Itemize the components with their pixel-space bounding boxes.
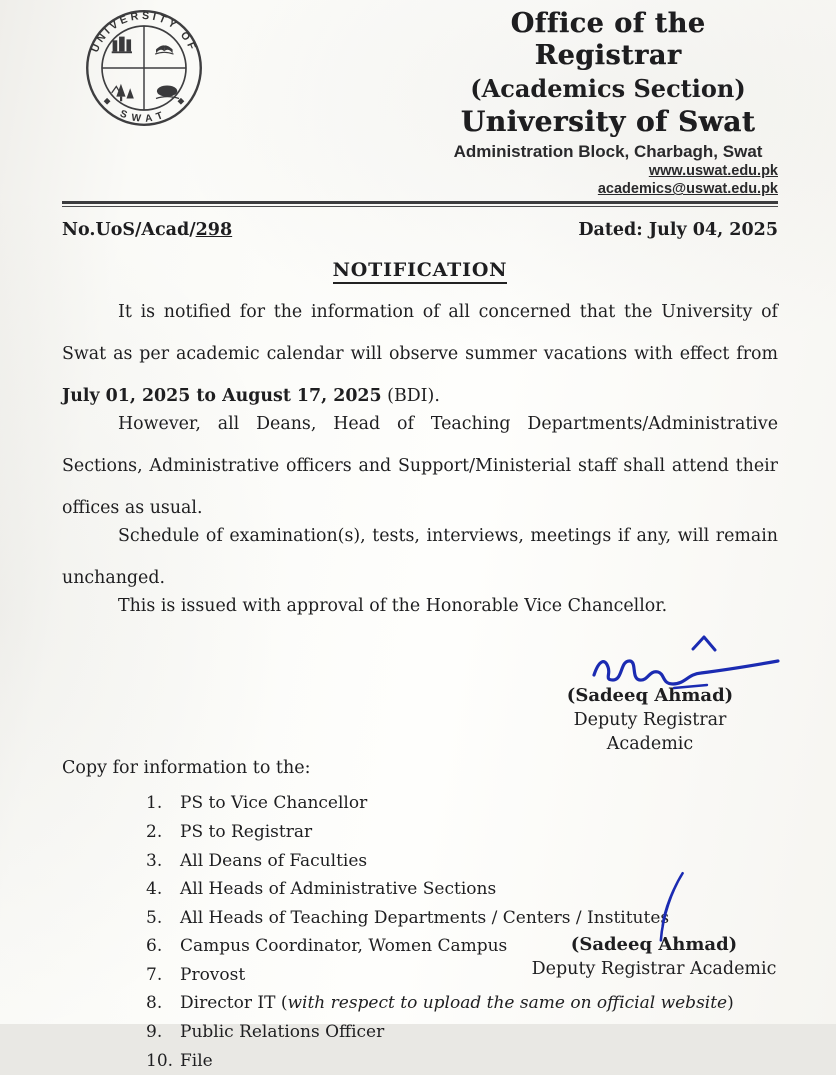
copy-heading: Copy for information to the:	[62, 758, 311, 779]
reference-serial: 298	[195, 220, 233, 241]
paragraph-schedule: Schedule of examination(s), tests, interviews, meetings if any, will remain unchanged.	[62, 526, 778, 589]
list-item-text: Provost	[180, 964, 246, 985]
paragraph-text: (BDI).	[381, 386, 440, 407]
university-seal-icon	[84, 8, 204, 128]
reference-prefix: No.UoS/Acad/	[62, 220, 196, 241]
reference-row	[62, 220, 778, 240]
reference-number	[62, 220, 232, 240]
letterhead	[62, 8, 778, 198]
paragraph-text: It is notified for the information of all concerned that the University of Swat as per academic calendar will observe summer vacations with effect from	[62, 302, 778, 365]
university-seal	[84, 8, 204, 132]
seal-top-text: UNIVERSITY OF	[88, 9, 200, 55]
university-title: University of Swat	[460, 105, 756, 139]
list-item-text: Public Relations Officer	[180, 1022, 385, 1043]
website-link[interactable]: www.uswat.edu.pk	[648, 163, 778, 180]
signature-icon	[574, 629, 786, 691]
signatory-title: Deputy Registrar Academic	[531, 959, 777, 979]
notification-title: NOTIFICATION	[333, 259, 508, 284]
list-item-text: Director IT (	[180, 993, 288, 1014]
address-line: Administration Block, Charbagh, Swat	[453, 142, 763, 162]
letterhead-text	[438, 8, 778, 198]
list-item-text: )	[727, 993, 734, 1014]
list-item-text: PS to Vice Chancellor	[180, 793, 368, 814]
list-item	[146, 789, 778, 818]
signature-flourish-icon	[648, 866, 690, 944]
list-item-text: Campus Coordinator, Women Campus	[180, 936, 508, 957]
list-item	[146, 818, 778, 847]
signatory-name: (Sadeeq Ahmad)	[566, 685, 734, 707]
section-title: (Academics Section)	[470, 73, 746, 103]
paragraph-vacations	[62, 291, 778, 417]
seal-building-icon	[112, 37, 132, 54]
list-item	[146, 1018, 778, 1047]
seal-book-icon	[155, 45, 173, 54]
email-link[interactable]: academics@uswat.edu.pk	[597, 181, 778, 198]
list-item-note: with respect to upload the same on official website	[287, 993, 728, 1014]
signatory-name: (Sadeeq Ahmad)	[570, 934, 738, 955]
paragraph-attendance: However, all Deans, Head of Teaching Departments/Administrative Sections, Administrative officers and Support/Ministerial staff shall attend their offices as usual.	[62, 414, 778, 519]
header-divider	[62, 201, 778, 207]
list-item-text: All Heads of Teaching Departments / Centers / Institutes	[180, 907, 670, 928]
list-item-text: All Deans of Faculties	[180, 850, 368, 871]
signature-block-bottom	[522, 932, 786, 981]
document-body	[62, 291, 778, 627]
office-title: Office of the Registrar	[510, 8, 706, 71]
list-item-text: All Heads of Administrative Sections	[180, 879, 497, 900]
list-item-text: PS to Registrar	[180, 821, 313, 842]
paragraph-approval: This is issued with approval of the Honorable Vice Chancellor.	[118, 596, 668, 617]
date-line: Dated: July 04, 2025	[578, 220, 778, 241]
seal-bottom-text: SWAT	[118, 108, 170, 125]
seal-diamond-icon	[104, 98, 111, 105]
vacation-dates: July 01, 2025 to August 17, 2025	[62, 386, 382, 407]
signature-block	[530, 633, 770, 756]
list-item	[146, 1047, 778, 1075]
list-item-text: File	[180, 1050, 213, 1071]
signatory-title: Deputy Registrar Academic	[573, 710, 727, 755]
list-item	[146, 989, 778, 1018]
